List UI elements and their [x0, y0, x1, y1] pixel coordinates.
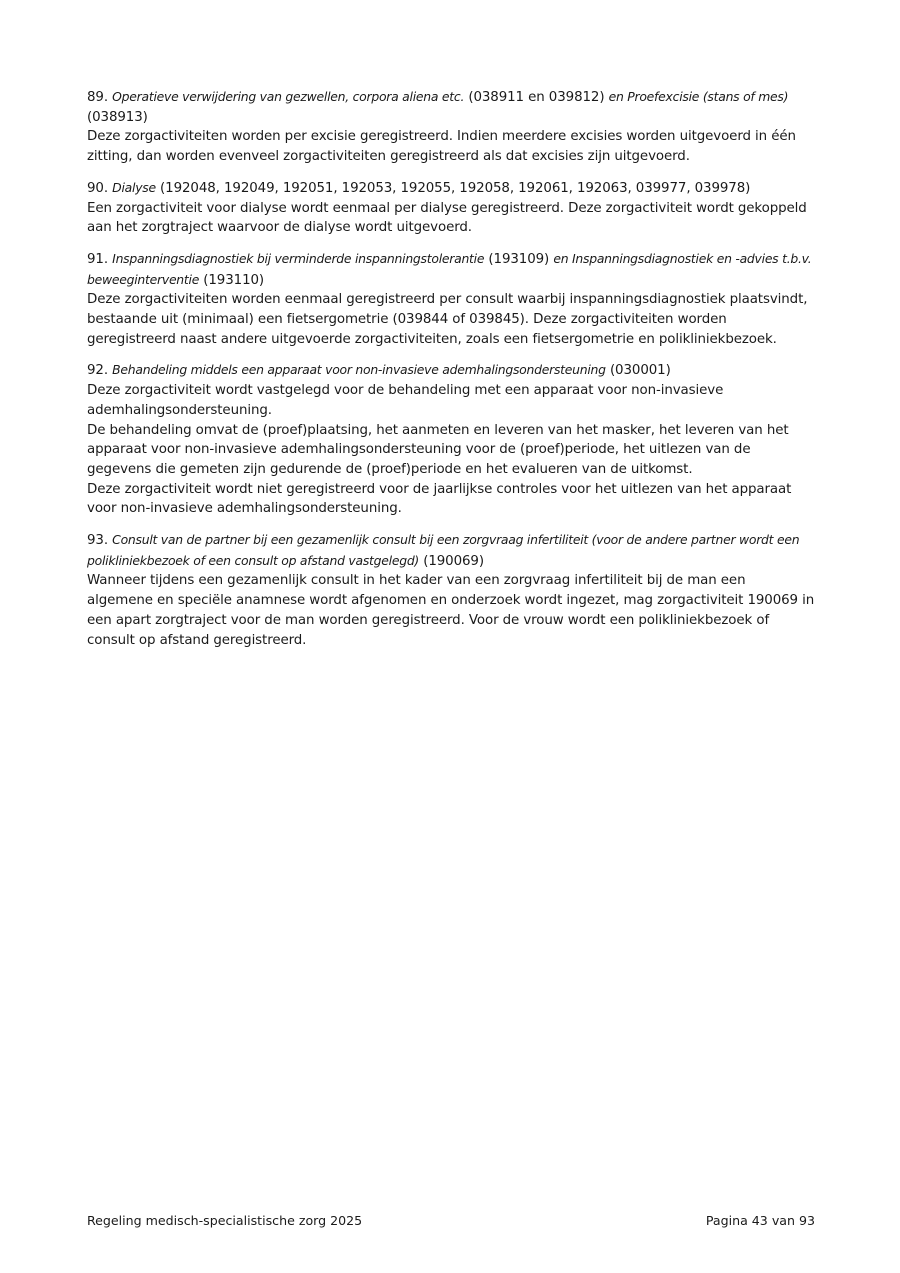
item-heading [87, 87, 815, 127]
footer-document-title: Regeling medisch-specialistische zorg 2025 [87, 1213, 363, 1228]
item-number: 91. [87, 251, 108, 267]
item-codes: (193109) [488, 251, 550, 267]
list-item-91 [87, 249, 815, 350]
document-body [87, 87, 815, 661]
item-number: 93. [87, 533, 108, 549]
item-paragraph: Deze zorgactiviteiten worden eenmaal geregistreerd per consult waarbij inspanningsdiagnostiek plaatsvindt, bestaande uit (minimaal) een fietsergometrie (039844 of 039845). Deze zorgactiviteiten worden geregistreerd naast andere uitgevoerde zorgactiviteiten, zoals een fietsergometrie en polikliniekbezoek. [87, 292, 808, 347]
item-title: Inspanningsdiagnostiek bij verminderde inspanningstolerantie [112, 250, 485, 266]
item-codes-secondary: (038913) [87, 109, 148, 125]
list-item-90 [87, 178, 815, 238]
item-number: 90. [87, 180, 108, 196]
item-title: Operatieve verwijdering van gezwellen, corpora aliena etc. [112, 89, 465, 104]
page-footer [87, 1213, 815, 1229]
footer-page-number: Pagina 43 van 93 [705, 1213, 815, 1228]
item-heading [87, 178, 815, 199]
item-codes: (190069) [423, 553, 484, 569]
item-paragraph: De behandeling omvat de (proef)plaatsing, het aanmeten en leveren van het masker, het leveren van het apparaat voor non-invasieve ademhalingsondersteuning voor de (proef)periode, het uitlezen van de gegevens die gemeten zijn gedurende de (proef)periode en het evalueren van de uitkomst. [87, 422, 789, 477]
item-paragraph: Een zorgactiviteit voor dialyse wordt eenmaal per dialyse geregistreerd. Deze zorgactiviteit wordt gekoppeld aan het zorgtraject waarvoor de dialyse wordt uitgevoerd. [87, 200, 807, 236]
item-paragraph: Wanneer tijdens een gezamenlijk consult in het kader van een zorgvraag infertiliteit bij de man een algemene en speciële anamnese wordt afgenomen en onderzoek wordt ingezet, mag zorgactiviteit 190069 in een apart zorgtraject voor de man worden geregistreerd. Voor de vrouw wordt een polikliniekbezoek of consult op afstand geregistreerd. [87, 573, 815, 648]
item-codes: (192048, 192049, 192051, 192053, 192055, 192058, 192061, 192063, 039977, 039978) [160, 180, 751, 196]
list-item-93 [87, 530, 815, 650]
item-codes: (030001) [609, 363, 671, 379]
item-number: 92. [87, 363, 108, 379]
item-number: 89. [87, 90, 108, 105]
list-item-89 [87, 87, 815, 167]
item-title-secondary: en Proefexcisie (stans of mes) [608, 89, 789, 104]
list-item-92 [87, 360, 815, 519]
item-heading [87, 530, 815, 571]
item-paragraph: Deze zorgactiviteiten worden per excisie geregistreerd. Indien meerdere excisies worden uitgevoerd in één zitting, dan worden evenveel zorgactiviteiten geregistreerd als dat excisies zijn uitgevoerd. [87, 129, 796, 165]
item-heading [87, 360, 815, 381]
item-paragraph: Deze zorgactiviteit wordt niet geregistreerd voor de jaarlijkse controles voor het uitlezen van het apparaat voor non-invasieve ademhalingsondersteuning. [87, 481, 792, 517]
item-heading [87, 249, 815, 290]
item-title-secondary: en Inspanningsdiagnostiek en -advies t.b.v. beweeginterventie [87, 250, 812, 287]
item-title: Behandeling middels een apparaat voor non-invasieve ademhalingsondersteuning [112, 362, 606, 378]
item-codes-secondary: (193110) [203, 272, 265, 288]
item-title: Consult van de partner bij een gezamenlijk consult bij een zorgvraag infertiliteit (voor de andere partner wordt een polikliniekbezoek of een consult op afstand vastgelegd) [87, 532, 800, 568]
item-paragraph: Deze zorgactiviteit wordt vastgelegd voor de behandeling met een apparaat voor non-invasieve ademhalingsondersteuning. [87, 383, 724, 418]
item-title: Dialyse [112, 179, 156, 195]
item-codes: (038911 en 039812) [468, 90, 605, 105]
